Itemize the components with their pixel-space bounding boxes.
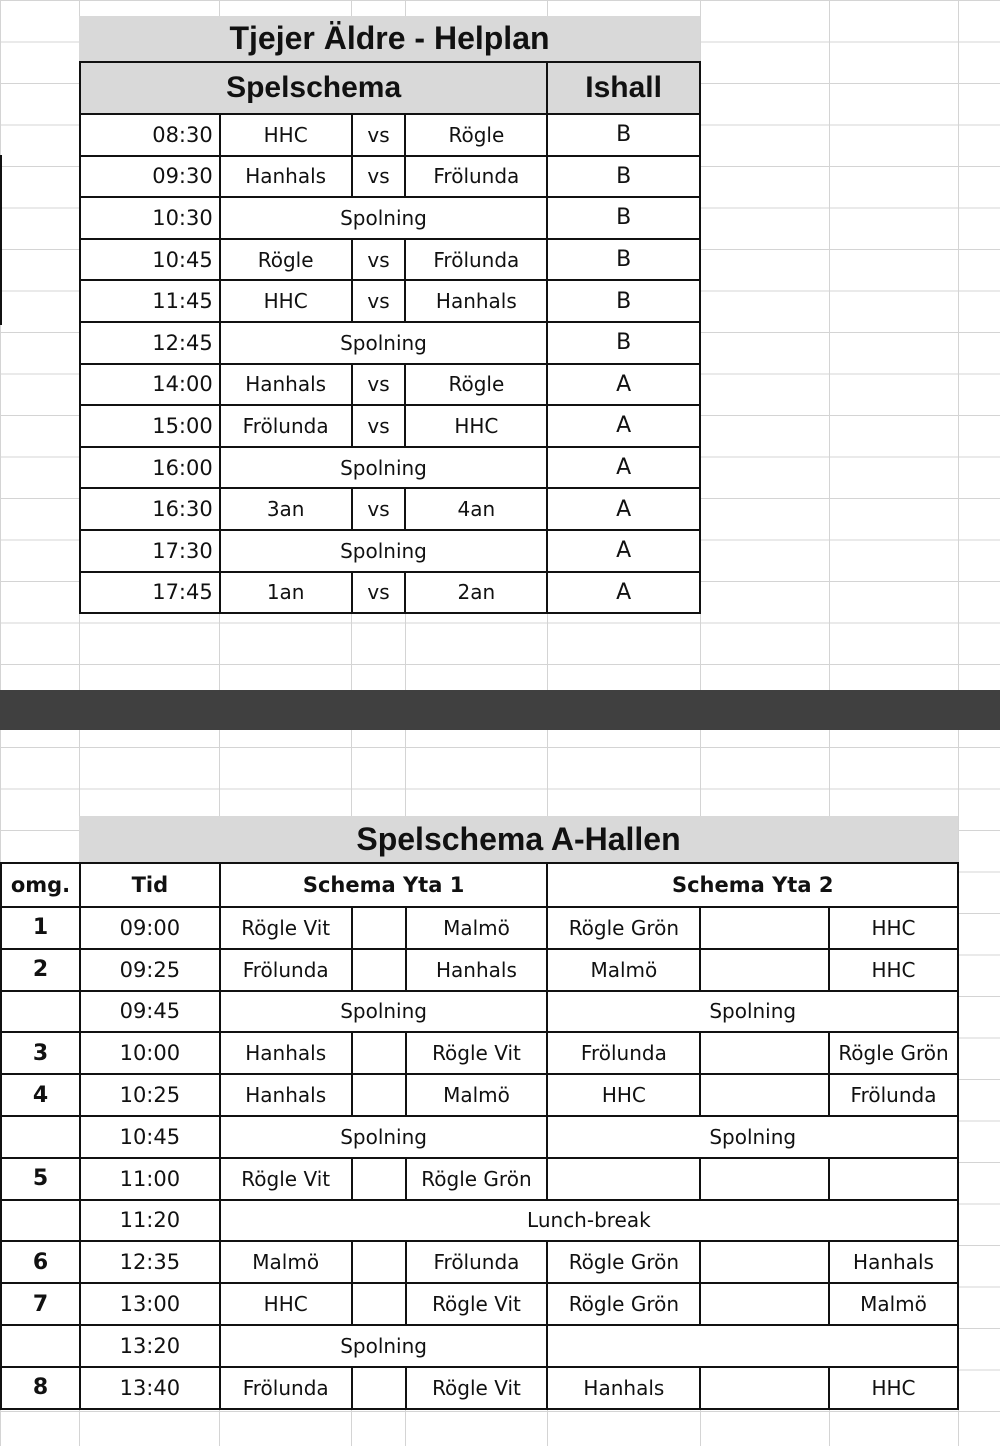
surface2-home-cell: Malmö	[547, 949, 700, 991]
time-cell: 12:35	[80, 1241, 220, 1283]
vs-cell: vs	[352, 156, 406, 198]
away-team-cell: Rögle	[405, 364, 547, 406]
ahallen-row	[1, 1116, 958, 1158]
home-team-cell: Hanhals	[220, 156, 352, 198]
rink-cell: B	[547, 114, 700, 156]
surface2-vs-cell	[700, 1032, 829, 1074]
surface1-home-cell: Malmö	[220, 1241, 352, 1283]
ahallen-row	[1, 1032, 958, 1074]
surface2-home-cell: Rögle Grön	[547, 1241, 700, 1283]
rink-cell: A	[547, 488, 700, 530]
rink-cell: A	[547, 572, 700, 614]
helplan-table	[79, 61, 701, 614]
surface1-away-cell: Rögle Vit	[406, 1283, 548, 1325]
surface1-vs-cell	[352, 1074, 406, 1116]
surface1-away-cell: Hanhals	[406, 949, 548, 991]
time-cell: 10:25	[80, 1074, 220, 1116]
surface2-home-cell: Rögle Grön	[547, 907, 700, 949]
ahallen-row	[1, 1158, 958, 1200]
ahallen-row	[1, 1283, 958, 1325]
round-cell	[1, 1325, 80, 1367]
helplan-row	[80, 572, 700, 614]
helplan-row	[80, 488, 700, 530]
helplan-row	[80, 197, 700, 239]
surface1-note-cell: Spolning	[220, 1116, 548, 1158]
surface1-home-cell: Frölunda	[220, 1367, 352, 1409]
ahallen-title: Spelschema A-Hallen	[79, 816, 958, 862]
surface1-home-cell: HHC	[220, 1283, 352, 1325]
time-cell: 14:00	[80, 364, 220, 406]
time-cell: 17:30	[80, 530, 220, 572]
time-cell: 12:45	[80, 322, 220, 364]
rink-cell: B	[547, 197, 700, 239]
time-cell: 09:00	[80, 907, 220, 949]
note-cell: Spolning	[220, 322, 548, 364]
surface1-away-cell: Malmö	[406, 907, 548, 949]
rink-cell: B	[547, 322, 700, 364]
away-team-cell: Frölunda	[405, 156, 547, 198]
helplan-row	[80, 239, 700, 281]
surface2-vs-cell	[700, 907, 829, 949]
surface2-home-cell	[547, 1158, 700, 1200]
note-cell: Spolning	[220, 447, 548, 489]
ahallen-header-row	[1, 863, 958, 907]
time-cell: 16:00	[80, 447, 220, 489]
surface2-away-cell: HHC	[829, 1367, 958, 1409]
time-cell: 10:45	[80, 1116, 220, 1158]
time-cell: 11:45	[80, 280, 220, 322]
surface2-away-cell: Malmö	[829, 1283, 958, 1325]
time-cell: 08:30	[80, 114, 220, 156]
header-omg: omg.	[1, 863, 80, 907]
vs-cell: vs	[352, 488, 406, 530]
ahallen-row	[1, 991, 958, 1033]
time-cell: 09:45	[80, 991, 220, 1033]
surface2-away-cell: Frölunda	[829, 1074, 958, 1116]
rink-cell: B	[547, 280, 700, 322]
surface1-vs-cell	[352, 1241, 406, 1283]
helplan-row	[80, 322, 700, 364]
helplan-row	[80, 364, 700, 406]
home-team-cell: Frölunda	[220, 405, 352, 447]
note-cell: Spolning	[220, 197, 548, 239]
rink-cell: B	[547, 239, 700, 281]
round-cell: 8	[1, 1367, 80, 1409]
surface2-away-cell: Rögle Grön	[829, 1032, 958, 1074]
surface2-vs-cell	[700, 1367, 829, 1409]
time-cell: 11:20	[80, 1200, 220, 1242]
round-cell: 2	[1, 949, 80, 991]
section-divider	[0, 690, 1000, 730]
vs-cell: vs	[352, 114, 406, 156]
surface2-vs-cell	[700, 1283, 829, 1325]
surface1-home-cell: Frölunda	[220, 949, 352, 991]
header-yta2: Schema Yta 2	[547, 863, 958, 907]
round-cell: 1	[1, 907, 80, 949]
away-team-cell: 4an	[405, 488, 547, 530]
away-team-cell: Rögle	[405, 114, 547, 156]
away-team-cell: 2an	[405, 572, 547, 614]
vs-cell: vs	[352, 239, 406, 281]
round-cell	[1, 991, 80, 1033]
round-cell: 4	[1, 1074, 80, 1116]
ahallen-table	[0, 862, 959, 1410]
surface2-home-cell: HHC	[547, 1074, 700, 1116]
home-team-cell: HHC	[220, 114, 352, 156]
helplan-row	[80, 156, 700, 198]
time-cell: 13:00	[80, 1283, 220, 1325]
ahallen-row	[1, 1241, 958, 1283]
time-cell: 10:45	[80, 239, 220, 281]
round-cell: 3	[1, 1032, 80, 1074]
vs-cell: vs	[352, 572, 406, 614]
time-cell: 09:30	[80, 156, 220, 198]
rink-cell: A	[547, 530, 700, 572]
home-team-cell: HHC	[220, 280, 352, 322]
time-cell: 13:20	[80, 1325, 220, 1367]
ahallen-row	[1, 1074, 958, 1116]
header-ishall: Ishall	[547, 62, 700, 114]
cell-border-fragment	[0, 155, 2, 325]
surface2-home-cell: Rögle Grön	[547, 1283, 700, 1325]
header-yta1: Schema Yta 1	[220, 863, 548, 907]
surface2-away-cell: HHC	[829, 907, 958, 949]
time-cell: 13:40	[80, 1367, 220, 1409]
surface2-note-cell	[547, 1325, 958, 1367]
rink-cell: B	[547, 156, 700, 198]
surface1-away-cell: Rögle Vit	[406, 1367, 548, 1409]
time-cell: 09:25	[80, 949, 220, 991]
surface2-away-cell: HHC	[829, 949, 958, 991]
away-team-cell: HHC	[405, 405, 547, 447]
time-cell: 10:00	[80, 1032, 220, 1074]
surface2-home-cell: Frölunda	[547, 1032, 700, 1074]
vs-cell: vs	[352, 405, 406, 447]
round-cell: 6	[1, 1241, 80, 1283]
surface1-away-cell: Malmö	[406, 1074, 548, 1116]
home-team-cell: Hanhals	[220, 364, 352, 406]
surface1-note-cell: Spolning	[220, 991, 548, 1033]
header-tid: Tid	[80, 863, 220, 907]
surface2-note-cell: Spolning	[547, 991, 958, 1033]
surface1-away-cell: Rögle Vit	[406, 1032, 548, 1074]
helplan-row	[80, 530, 700, 572]
surface1-away-cell: Frölunda	[406, 1241, 548, 1283]
vs-cell: vs	[352, 280, 406, 322]
helplan-title: Tjejer Äldre - Helplan	[79, 16, 700, 61]
helplan-row	[80, 447, 700, 489]
time-cell: 15:00	[80, 405, 220, 447]
surface1-vs-cell	[352, 1283, 406, 1325]
surface1-away-cell: Rögle Grön	[406, 1158, 548, 1200]
note-cell: Spolning	[220, 530, 548, 572]
ahallen-row	[1, 907, 958, 949]
time-cell: 16:30	[80, 488, 220, 530]
surface1-vs-cell	[352, 1158, 406, 1200]
surface1-home-cell: Rögle Vit	[220, 907, 352, 949]
ahallen-row	[1, 1367, 958, 1409]
surface1-home-cell: Hanhals	[220, 1032, 352, 1074]
surface2-vs-cell	[700, 949, 829, 991]
surface1-vs-cell	[352, 949, 406, 991]
surface2-vs-cell	[700, 1241, 829, 1283]
surface1-vs-cell	[352, 907, 406, 949]
surface1-vs-cell	[352, 1367, 406, 1409]
time-cell: 11:00	[80, 1158, 220, 1200]
surface1-note-cell: Spolning	[220, 1325, 548, 1367]
helplan-row	[80, 405, 700, 447]
surface2-away-cell: Hanhals	[829, 1241, 958, 1283]
rink-cell: A	[547, 405, 700, 447]
surface2-note-cell: Spolning	[547, 1116, 958, 1158]
lunch-break-cell: Lunch-break	[220, 1200, 958, 1242]
header-spelschema: Spelschema	[80, 62, 547, 114]
rink-cell: A	[547, 364, 700, 406]
round-cell	[1, 1200, 80, 1242]
away-team-cell: Frölunda	[405, 239, 547, 281]
home-team-cell: 1an	[220, 572, 352, 614]
home-team-cell: Rögle	[220, 239, 352, 281]
ahallen-row	[1, 1325, 958, 1367]
round-cell: 5	[1, 1158, 80, 1200]
ahallen-row	[1, 1200, 958, 1242]
surface1-home-cell: Hanhals	[220, 1074, 352, 1116]
round-cell	[1, 1116, 80, 1158]
away-team-cell: Hanhals	[405, 280, 547, 322]
helplan-row	[80, 280, 700, 322]
surface2-vs-cell	[700, 1074, 829, 1116]
surface2-home-cell: Hanhals	[547, 1367, 700, 1409]
rink-cell: A	[547, 447, 700, 489]
time-cell: 17:45	[80, 572, 220, 614]
helplan-header-row	[80, 62, 700, 114]
home-team-cell: 3an	[220, 488, 352, 530]
surface1-home-cell: Rögle Vit	[220, 1158, 352, 1200]
helplan-row	[80, 114, 700, 156]
vs-cell: vs	[352, 364, 406, 406]
surface2-vs-cell	[700, 1158, 829, 1200]
round-cell: 7	[1, 1283, 80, 1325]
surface2-away-cell	[829, 1158, 958, 1200]
ahallen-row	[1, 949, 958, 991]
surface1-vs-cell	[352, 1032, 406, 1074]
time-cell: 10:30	[80, 197, 220, 239]
